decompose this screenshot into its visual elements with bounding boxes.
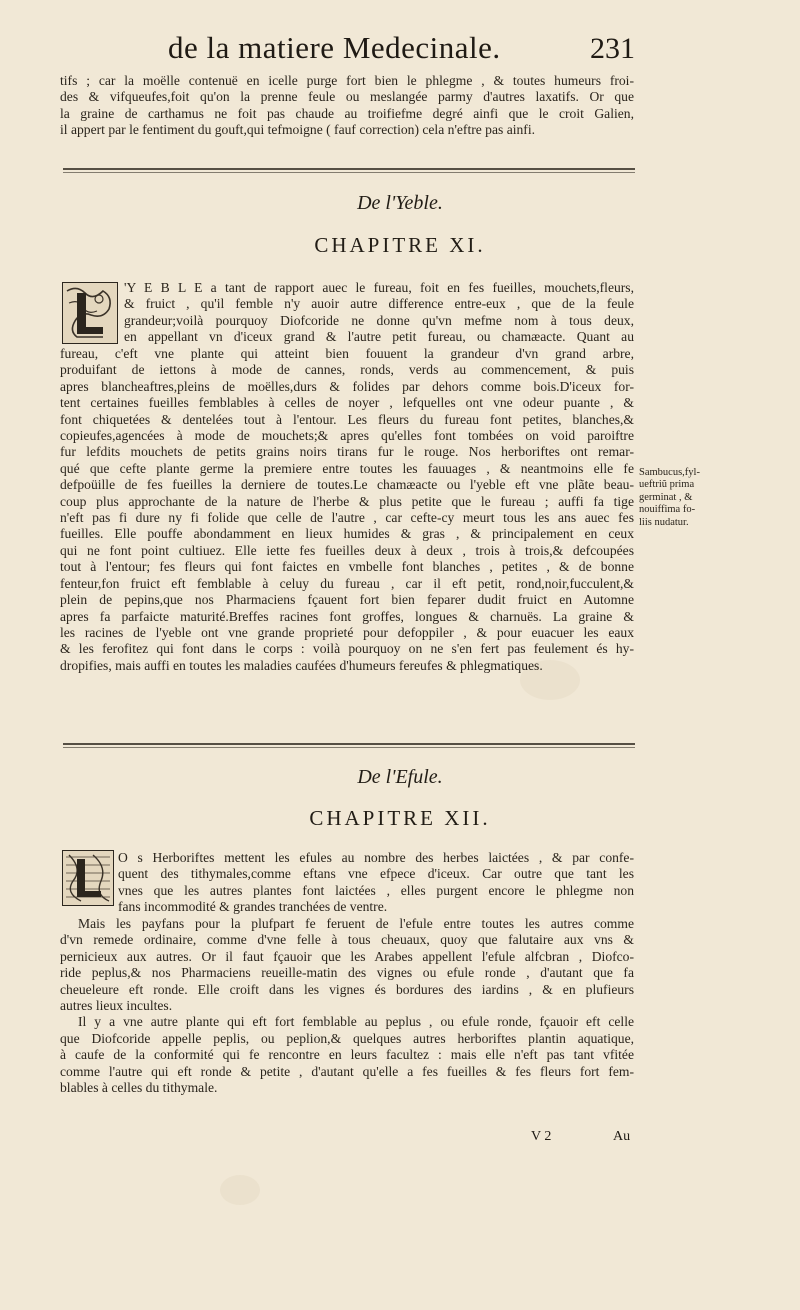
paper-stain: [220, 1175, 260, 1205]
text-line: plein de pepins,que nos Pharmaciens fçauent fort bien feparer dudit fruict en Automne: [60, 592, 634, 608]
text-line: fureau, c'eft vne plante qui atteint bien fouuent la grandeur d'vn grand arbre,: [60, 346, 634, 361]
text-line: vnes que les autres plantes font laictées , elles purgent encore le phlegme non: [118, 882, 634, 898]
text-line: coup plus approchante de la nature de l'herbe & plus petite que le fureau ; auffi fa tige: [60, 493, 634, 509]
text-line: 'Y E B L E a tant de rapport auec le fureau, foit en fes fueilles, mouchets,fleurs,: [124, 280, 634, 295]
running-title: de la matiere Medecinale.: [168, 30, 501, 65]
text-line: n'eft pas fi dure ny fi folide que celle de l'autre , car cefte-cy meurt tous les ans auec fes: [60, 510, 634, 526]
margin-note-line: ueftriũ prima: [639, 479, 695, 491]
efule-lead-lines: [118, 850, 634, 916]
text-line: Il y a vne autre plante qui eft fort femblable au peplus , ou efule ronde, fçauoir eft celle: [78, 1014, 634, 1030]
text-line: d'vn remede ordinaire, comme d'vne felle à tous cheuaux, quoy que falutaire aux vns &: [60, 932, 634, 948]
chapter-heading-xii: CHAPITRE XII.: [309, 806, 491, 830]
text-line: tifs ; car la moëlle contenuë en icelle purge fort bien le phlegme , & toutes humeurs froi-: [60, 73, 634, 88]
text-line: apres blancheaftres,pleins de moëlles,durs & folides par dehors comme bois.D'iceux for-: [60, 378, 634, 394]
text-line: grandeur;voilà pourquoy Diofcoride ne donne qu'vn mefme nom à tous deux,: [124, 312, 634, 328]
text-line: qui ne font point cultiuez. Elle iette fes fueilles deux à deux , trois à trois,& defcoupées: [60, 542, 634, 558]
decorated-initial-l: [62, 282, 118, 344]
text-line: defpoüille de fes fueilles la derniere de toutes.Le chamæacte ou l'yeble eft vne plãte beau-: [60, 477, 634, 493]
margin-note-line: liis nudatur.: [639, 516, 689, 528]
text-line: comme l'autre qui eft ronde & petite , d'autant qu'elle a fes fueilles & fes fleurs fort fem-: [60, 1063, 634, 1079]
text-line: O s Herboriftes mettent les efules au nombre des herbes laictées , & par confe-: [118, 850, 634, 865]
text-line: Mais les payfans pour la plufpart fe feruent de l'efule entre toutes les autres comme: [78, 916, 634, 931]
section-title-efule: De l'Efule.: [357, 766, 443, 788]
section-divider: [63, 168, 635, 170]
chapter-heading-xi: CHAPITRE XI.: [314, 233, 486, 257]
text-line: fenteur,fon fruict eft femblable à celuy du fureau , car il eft petit, rond,noir,fucculent,&: [60, 575, 634, 591]
text-line: fueilles. Elle pouffe abondamment en lieux humides & gras , & principalement en ceux: [60, 526, 634, 542]
text-line: des & vifqueufes,foit qu'on la prenne feule ou meslangée parmy d'autres laxatifs. Or que: [60, 89, 634, 105]
text-line: il appert par le fentiment du gouft,qui tefmoigne ( fauf correction) cela n'eftre pas ainfi.: [60, 122, 536, 138]
signature-mark: V 2: [531, 1129, 552, 1144]
text-line: fans incommodité & grandes tranchées de ventre.: [118, 899, 388, 915]
text-line: & fruict , qu'il femble n'y auoir autre difference entre-eux , que de la feule: [124, 296, 634, 312]
page-number: 231: [590, 32, 635, 65]
text-line: à caufe de la conformité qui fe rencontre en leurs facultez : mais elle n'eft pas tant vfitée: [60, 1047, 634, 1063]
text-line: fur lefdits mouchets de petits grains noirs tirans fur le rouge. Nos herboriftes ont remar-: [60, 444, 634, 460]
text-line: apres fa parfaicte maturité.Breffes racines font groffes, longues & charnuës. La graine &: [60, 608, 634, 624]
text-line: pernicieux aux autres. Or il faut fçauoir que les Arabes appellent l'efule alfcbran , Diofco-: [60, 948, 634, 964]
margin-note: [639, 467, 719, 529]
text-line: blables à celles du tithymale.: [60, 1080, 218, 1096]
margin-note-line: nouiffima fo-: [639, 504, 696, 516]
text-line: copieufes,agencées à mode de mouchets;& apres qu'elles font tombées on void paroiftre: [60, 428, 634, 444]
text-line: ride peplus,& nos Pharmaciens reueille-matin des vignes ou efule ronde , d'autant que fa: [60, 965, 634, 981]
section-title-yeble: De l'Yeble.: [357, 192, 443, 214]
yeble-lead-lines: [124, 280, 634, 346]
margin-note-line: germinat , &: [639, 491, 693, 503]
ornament-icon: [63, 283, 117, 343]
text-line: produifant de iettons à mode de cannes, ronds, verds au commencement, & puis: [60, 362, 634, 378]
margin-note-line: Sambucus,fyl-: [639, 467, 700, 478]
text-line: tout à l'entour; fes fleurs qui font faictes en vmbelle font blanches , petites , & de bonne: [60, 559, 634, 575]
catchword: Au: [613, 1129, 631, 1144]
intro-paragraph: [60, 73, 634, 139]
yeble-body: [60, 346, 634, 674]
text-line: cheueleure eft ronde. Elle croift dans les vignes és bordures des iardins , & en plufieurs: [60, 981, 634, 997]
text-line: font chiquetées & dentelées tout à l'entour. Les fleurs du fureau font petites, blanches,&: [60, 411, 634, 427]
page-header: [0, 22, 800, 72]
text-line: tent certaines fueilles femblables à celles de noyer , lefquelles ont vne odeur puante , &: [60, 395, 634, 411]
ornament-icon: [63, 851, 113, 905]
text-line: en appellant vn d'iceux grand & l'autre petit fureau, ou chamæacte. Quant au: [124, 329, 634, 345]
decorated-initial-l: [62, 850, 114, 906]
efule-body: [60, 916, 634, 1096]
text-line: les racines de l'yeble ont vne grande proprieté pour defoppiler , & pour euacuer les eaux: [60, 624, 634, 640]
text-line: autres lieux incultes.: [60, 998, 173, 1014]
section-divider-thin: [63, 172, 635, 173]
text-line: quent des tithymales,comme eftans vne efpece d'iceux. Car outre que tant les: [118, 866, 634, 882]
text-line: & les ferofitez qui font dans le corps : voilà pourquoy on ne s'en fert pas feulement és hy-: [60, 641, 634, 657]
text-line: que Diofcoride appelle peplis, ou peplion,& quelques autres herboriftes plantin aquatique,: [60, 1030, 634, 1046]
text-line: qué que cefte plante germe la premiere entre toutes les fauuages , & neantmoins elle fe: [60, 460, 634, 476]
text-line: dropifies, mais auffi en toutes les maladies caufées d'humeurs fereufes & phlegmatiques.: [60, 657, 543, 673]
section-divider: [63, 743, 635, 745]
section-divider-thin: [63, 747, 635, 748]
text-line: la graine de carthamus ne foit pas chaude au troifiefme degré ainfi que le croit Galien,: [60, 105, 634, 121]
